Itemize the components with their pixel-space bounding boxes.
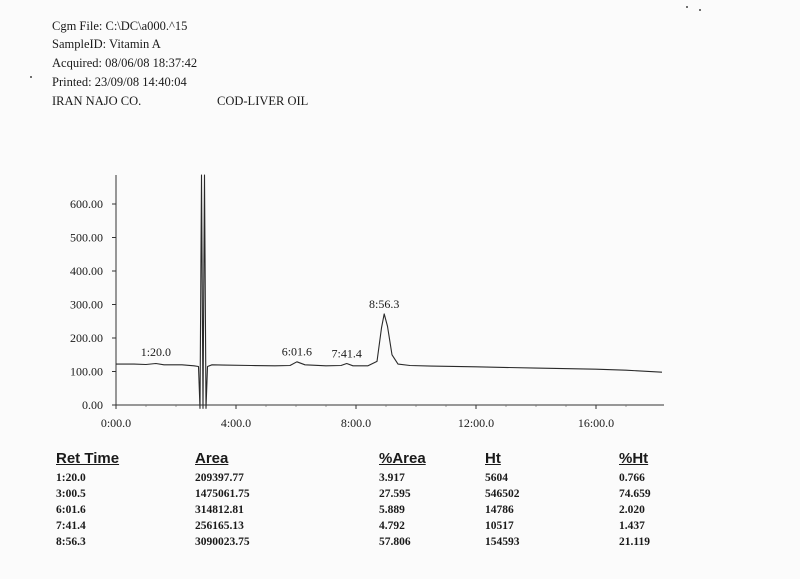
- y-tick-label: 100.00: [70, 364, 103, 379]
- chromatogram-trace-layer: [116, 175, 662, 408]
- column-header-pct-area: %Area: [379, 449, 426, 467]
- x-tick-label: 12:00.0: [457, 416, 495, 430]
- table-row: [56, 470, 679, 486]
- cell-area: 3090023.75: [195, 536, 250, 548]
- product-name: COD-LIVER OIL: [217, 94, 309, 108]
- cell-ret-time: 7:41.4: [56, 520, 86, 532]
- x-tick-label: 16:00.0: [577, 416, 615, 430]
- cell-ret-time: 8:56.3: [56, 536, 86, 548]
- cell-ht: 546502: [485, 488, 520, 500]
- cell-area: 314812.81: [195, 504, 244, 516]
- cell-pct-area: 4.792: [379, 520, 405, 532]
- cell-ht: 10517: [485, 520, 514, 532]
- y-tick-label: 600.00: [70, 197, 103, 211]
- cell-pct-ht: 74.659: [619, 488, 651, 500]
- table-row: [56, 518, 679, 534]
- cell-pct-area: 3.917: [379, 472, 405, 484]
- x-tick-label: 0:00.0: [100, 416, 132, 430]
- acquired-line: Acquired: 08/06/08 18:37:42: [52, 56, 198, 70]
- peak-label: 8:56.3: [369, 296, 400, 311]
- cell-pct-area: 57.806: [379, 536, 411, 548]
- cgm-file-line: Cgm File: C:\DC\a000.^15: [52, 19, 188, 33]
- column-header-pct-ht: %Ht: [619, 449, 649, 467]
- column-header-area: Area: [195, 449, 229, 467]
- cell-area: 1475061.75: [195, 488, 250, 500]
- sample-id-line: SampleID: Vitamin A: [52, 37, 161, 51]
- y-tick-label: 200.00: [70, 331, 103, 345]
- company-name: IRAN NAJO CO.: [52, 94, 142, 108]
- cell-pct-ht: 21.119: [619, 536, 650, 548]
- cell-ret-time: 1:20.0: [56, 472, 86, 484]
- cell-ret-time: 3:00.5: [56, 488, 86, 500]
- cell-area: 209397.77: [195, 472, 244, 484]
- peak-label: 6:01.6: [281, 344, 313, 359]
- chromatogram-trace: [116, 175, 662, 408]
- x-tick-label: 8:00.0: [340, 416, 372, 430]
- table-row: [56, 486, 679, 502]
- column-header-ht: Ht: [485, 449, 501, 467]
- peak-label: 1:20.0: [140, 345, 172, 360]
- y-tick-label: 0.00: [82, 398, 103, 412]
- cell-ret-time: 6:01.6: [56, 504, 86, 516]
- results-table: [56, 449, 679, 550]
- y-tick-label: 300.00: [70, 297, 103, 312]
- cell-ht: 154593: [485, 536, 520, 548]
- cell-pct-area: 27.595: [379, 488, 411, 500]
- cell-area: 256165.13: [195, 520, 244, 532]
- cell-pct-area: 5.889: [379, 504, 405, 516]
- chart-axes: [70, 175, 664, 430]
- y-tick-label: 400.00: [70, 264, 103, 278]
- x-tick-label: 4:00.0: [220, 416, 252, 430]
- cell-ht: 14786: [485, 504, 514, 516]
- cell-ht: 5604: [485, 472, 508, 484]
- table-row: [56, 534, 679, 550]
- peak-label: 7:41.4: [331, 346, 362, 361]
- column-header-ret-time: Ret Time: [56, 449, 120, 467]
- y-tick-label: 500.00: [70, 230, 103, 245]
- cell-pct-ht: 0.766: [619, 472, 645, 484]
- peak-labels-layer: [141, 297, 400, 361]
- printed-line: Printed: 23/09/08 14:40:04: [52, 75, 187, 89]
- cell-pct-ht: 1.437: [619, 520, 645, 532]
- cell-pct-ht: 2.020: [619, 504, 645, 516]
- table-row: [56, 502, 679, 518]
